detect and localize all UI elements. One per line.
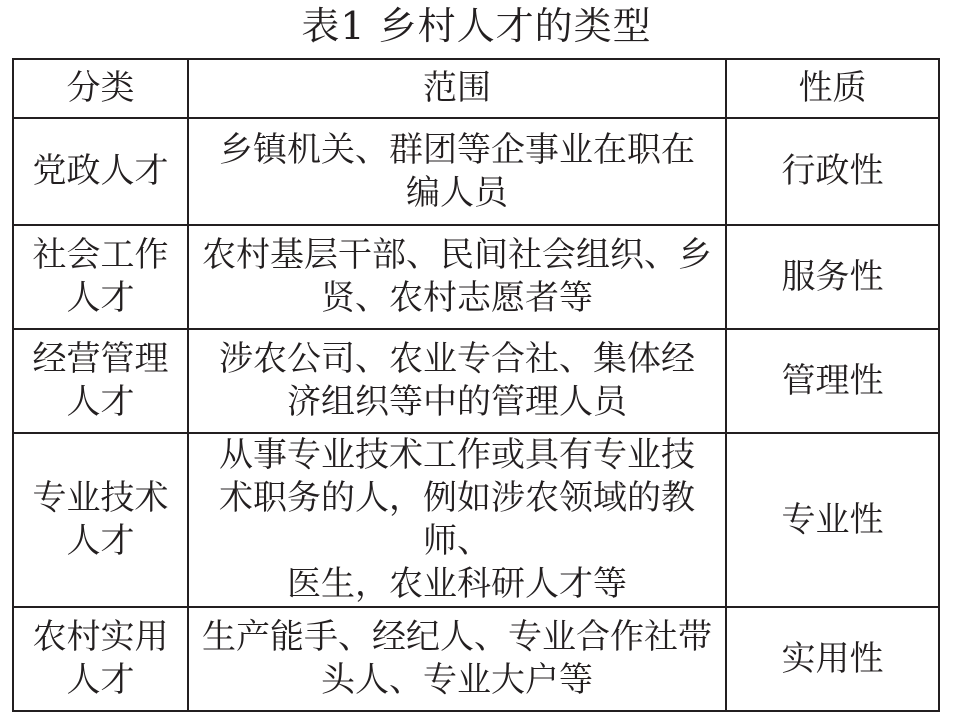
scope-cell	[188, 118, 726, 225]
scope-line: 头人、专业大户等	[321, 660, 593, 700]
table-header-row	[13, 59, 939, 118]
category-line: 党政人才	[32, 151, 169, 191]
category-line: 人才	[66, 278, 135, 318]
category-line: 人才	[66, 521, 135, 561]
category-line: 人才	[66, 660, 135, 700]
category-cell	[13, 329, 188, 433]
category-line: 社会工作	[32, 235, 169, 275]
scope-cell	[188, 329, 726, 433]
table-row	[13, 329, 939, 433]
scope-line: 生产能手、经纪人、专业合作社带	[202, 617, 712, 657]
scope-line: 农村基层干部、民间社会组织、乡	[202, 235, 712, 275]
scope-line: 从事专业技术工作或具有专业技	[219, 435, 695, 475]
category-line: 专业技术	[32, 478, 169, 518]
category-cell	[13, 118, 188, 225]
category-cell	[13, 225, 188, 329]
category-line: 农村实用	[32, 617, 169, 657]
table-row	[13, 607, 939, 711]
category-cell	[13, 607, 188, 711]
header-nature: 性质	[726, 59, 939, 118]
scope-line: 医生，农业科研人才等	[287, 564, 627, 604]
nature-cell: 行政性	[726, 118, 939, 225]
scope-line: 贤、农村志愿者等	[321, 278, 593, 318]
table-row	[13, 433, 939, 607]
scope-line: 术职务的人，例如涉农领域的教师、	[219, 478, 695, 561]
scope-line: 涉农公司、农业专合社、集体经	[219, 339, 695, 379]
table-row	[13, 118, 939, 225]
category-line: 经营管理	[32, 339, 169, 379]
talent-type-table	[12, 58, 940, 712]
scope-cell	[188, 607, 726, 711]
scope-cell	[188, 433, 726, 607]
nature-cell: 专业性	[726, 433, 939, 607]
nature-cell: 管理性	[726, 329, 939, 433]
scope-line: 济组织等中的管理人员	[287, 382, 627, 422]
category-cell	[13, 433, 188, 607]
nature-cell: 服务性	[726, 225, 939, 329]
table-caption: 表1 乡村人才的类型	[301, 4, 652, 48]
table-row	[13, 225, 939, 329]
category-line: 人才	[66, 382, 135, 422]
scope-cell	[188, 225, 726, 329]
header-scope: 范围	[188, 59, 726, 118]
header-category: 分类	[13, 59, 188, 118]
nature-cell: 实用性	[726, 607, 939, 711]
scope-line: 编人员	[406, 172, 508, 213]
scope-line: 乡镇机关、群团等企事业在职在	[219, 129, 695, 170]
